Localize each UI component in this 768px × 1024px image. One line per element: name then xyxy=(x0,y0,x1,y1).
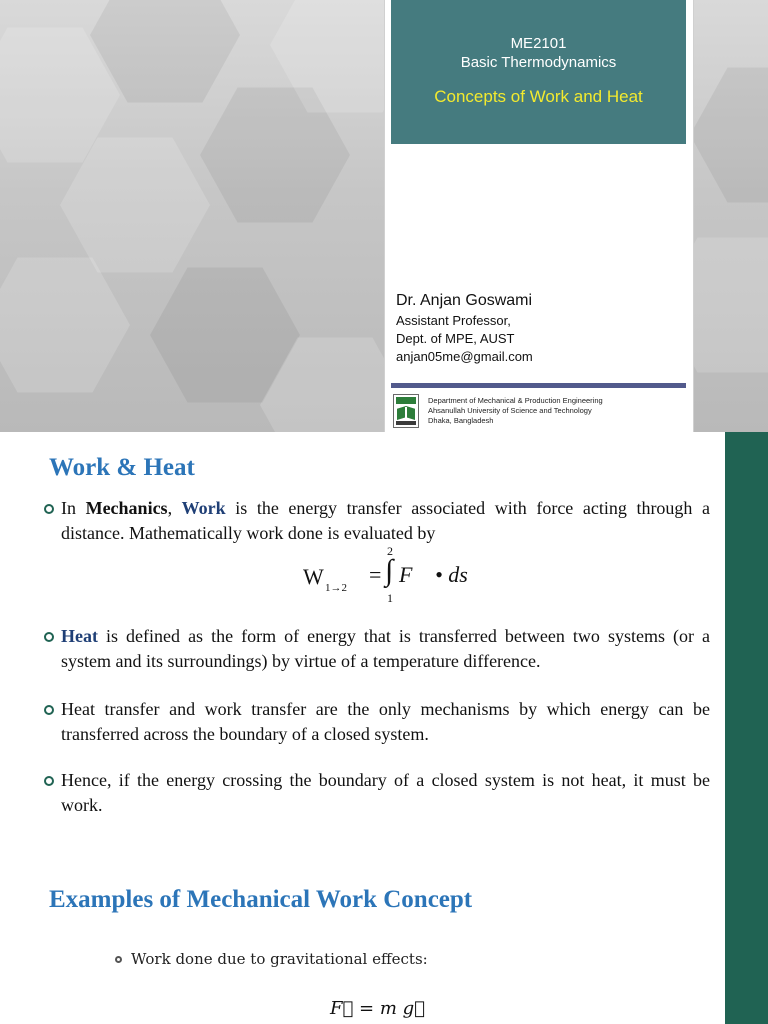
crest-banner xyxy=(396,397,416,404)
bullet-text: Hence, if the energy crossing the boundary of a closed system is not heat, it must be work. xyxy=(61,770,710,815)
bullet-ring-icon xyxy=(44,504,54,514)
department-footer xyxy=(428,396,603,426)
background-hexagon xyxy=(690,60,768,210)
sub-bullet-text: Work done due to gravitational effects: xyxy=(131,950,428,968)
crest-book-spine xyxy=(405,407,407,419)
equation-lhs-subscript: 1→2 xyxy=(325,582,347,594)
author-dept: Dept. of MPE, AUST xyxy=(396,331,515,346)
university-crest-icon xyxy=(393,394,419,428)
author-name: Dr. Anjan Goswami xyxy=(396,292,533,309)
bullet-energy-mechanisms xyxy=(44,697,710,747)
term-heat: Heat xyxy=(61,626,98,646)
side-accent-band xyxy=(725,432,768,1024)
course-name: Basic Thermodynamics xyxy=(460,54,617,71)
course-code: ME2101 xyxy=(510,35,567,52)
sub-bullet-gravity xyxy=(115,950,428,968)
integral-upper-limit: 2 xyxy=(387,544,393,558)
bullet-text: In Mechanics, Work is the energy transfer associated with force acting through a distance. Mathematically work done is evaluated by xyxy=(61,498,711,543)
bullet-text: Heat is defined as the form of energy that is transferred between two systems (or a system and its surroundings) by virtue of a temperature difference. xyxy=(61,626,710,671)
integral-lower-limit: 1 xyxy=(387,591,393,605)
equation-lhs: W xyxy=(303,564,324,589)
crest-base xyxy=(396,421,416,425)
bullet-ring-icon xyxy=(44,705,54,715)
examples-heading: Examples of Mechanical Work Concept xyxy=(49,886,473,913)
force-gravity-equation: F⃗ = m g⃗ xyxy=(330,998,425,1019)
bullet-work-definition xyxy=(44,496,710,546)
bullet-boundary-energy xyxy=(44,768,710,818)
section-heading: Work & Heat xyxy=(49,454,195,481)
title-box xyxy=(391,0,686,144)
author-position: Assistant Professor, xyxy=(396,313,511,328)
bullet-text: Heat transfer and work transfer are the only mechanisms by which energy can be transferred across the boundary of a closed system. xyxy=(61,699,710,744)
integral-sign: ∫ xyxy=(385,554,394,587)
bullet-ring-icon xyxy=(44,632,54,642)
bullet-heat-definition xyxy=(44,624,710,674)
equation-equals: = xyxy=(369,562,382,587)
title-slide xyxy=(0,0,768,432)
title-card xyxy=(384,0,694,432)
author-block xyxy=(396,290,533,366)
content-slide xyxy=(0,432,768,1024)
footer-divider xyxy=(391,383,686,388)
term-mechanics: Mechanics xyxy=(85,498,168,518)
bullet-ring-icon xyxy=(115,956,122,963)
footer-line: Ahsanullah University of Science and Technology xyxy=(428,406,592,415)
integrand: F⃗ • ds⃗ xyxy=(399,562,485,587)
footer-line: Department of Mechanical & Production Engineering xyxy=(428,396,603,405)
footer-line: Dhaka, Bangladesh xyxy=(428,416,494,425)
author-email[interactable]: anjan05me@gmail.com xyxy=(396,349,533,364)
bullet-ring-icon xyxy=(44,776,54,786)
work-integral-equation xyxy=(303,544,503,606)
background-hexagon xyxy=(0,250,130,400)
lecture-title: Concepts of Work and Heat xyxy=(434,87,643,106)
term-work: Work xyxy=(181,498,226,518)
